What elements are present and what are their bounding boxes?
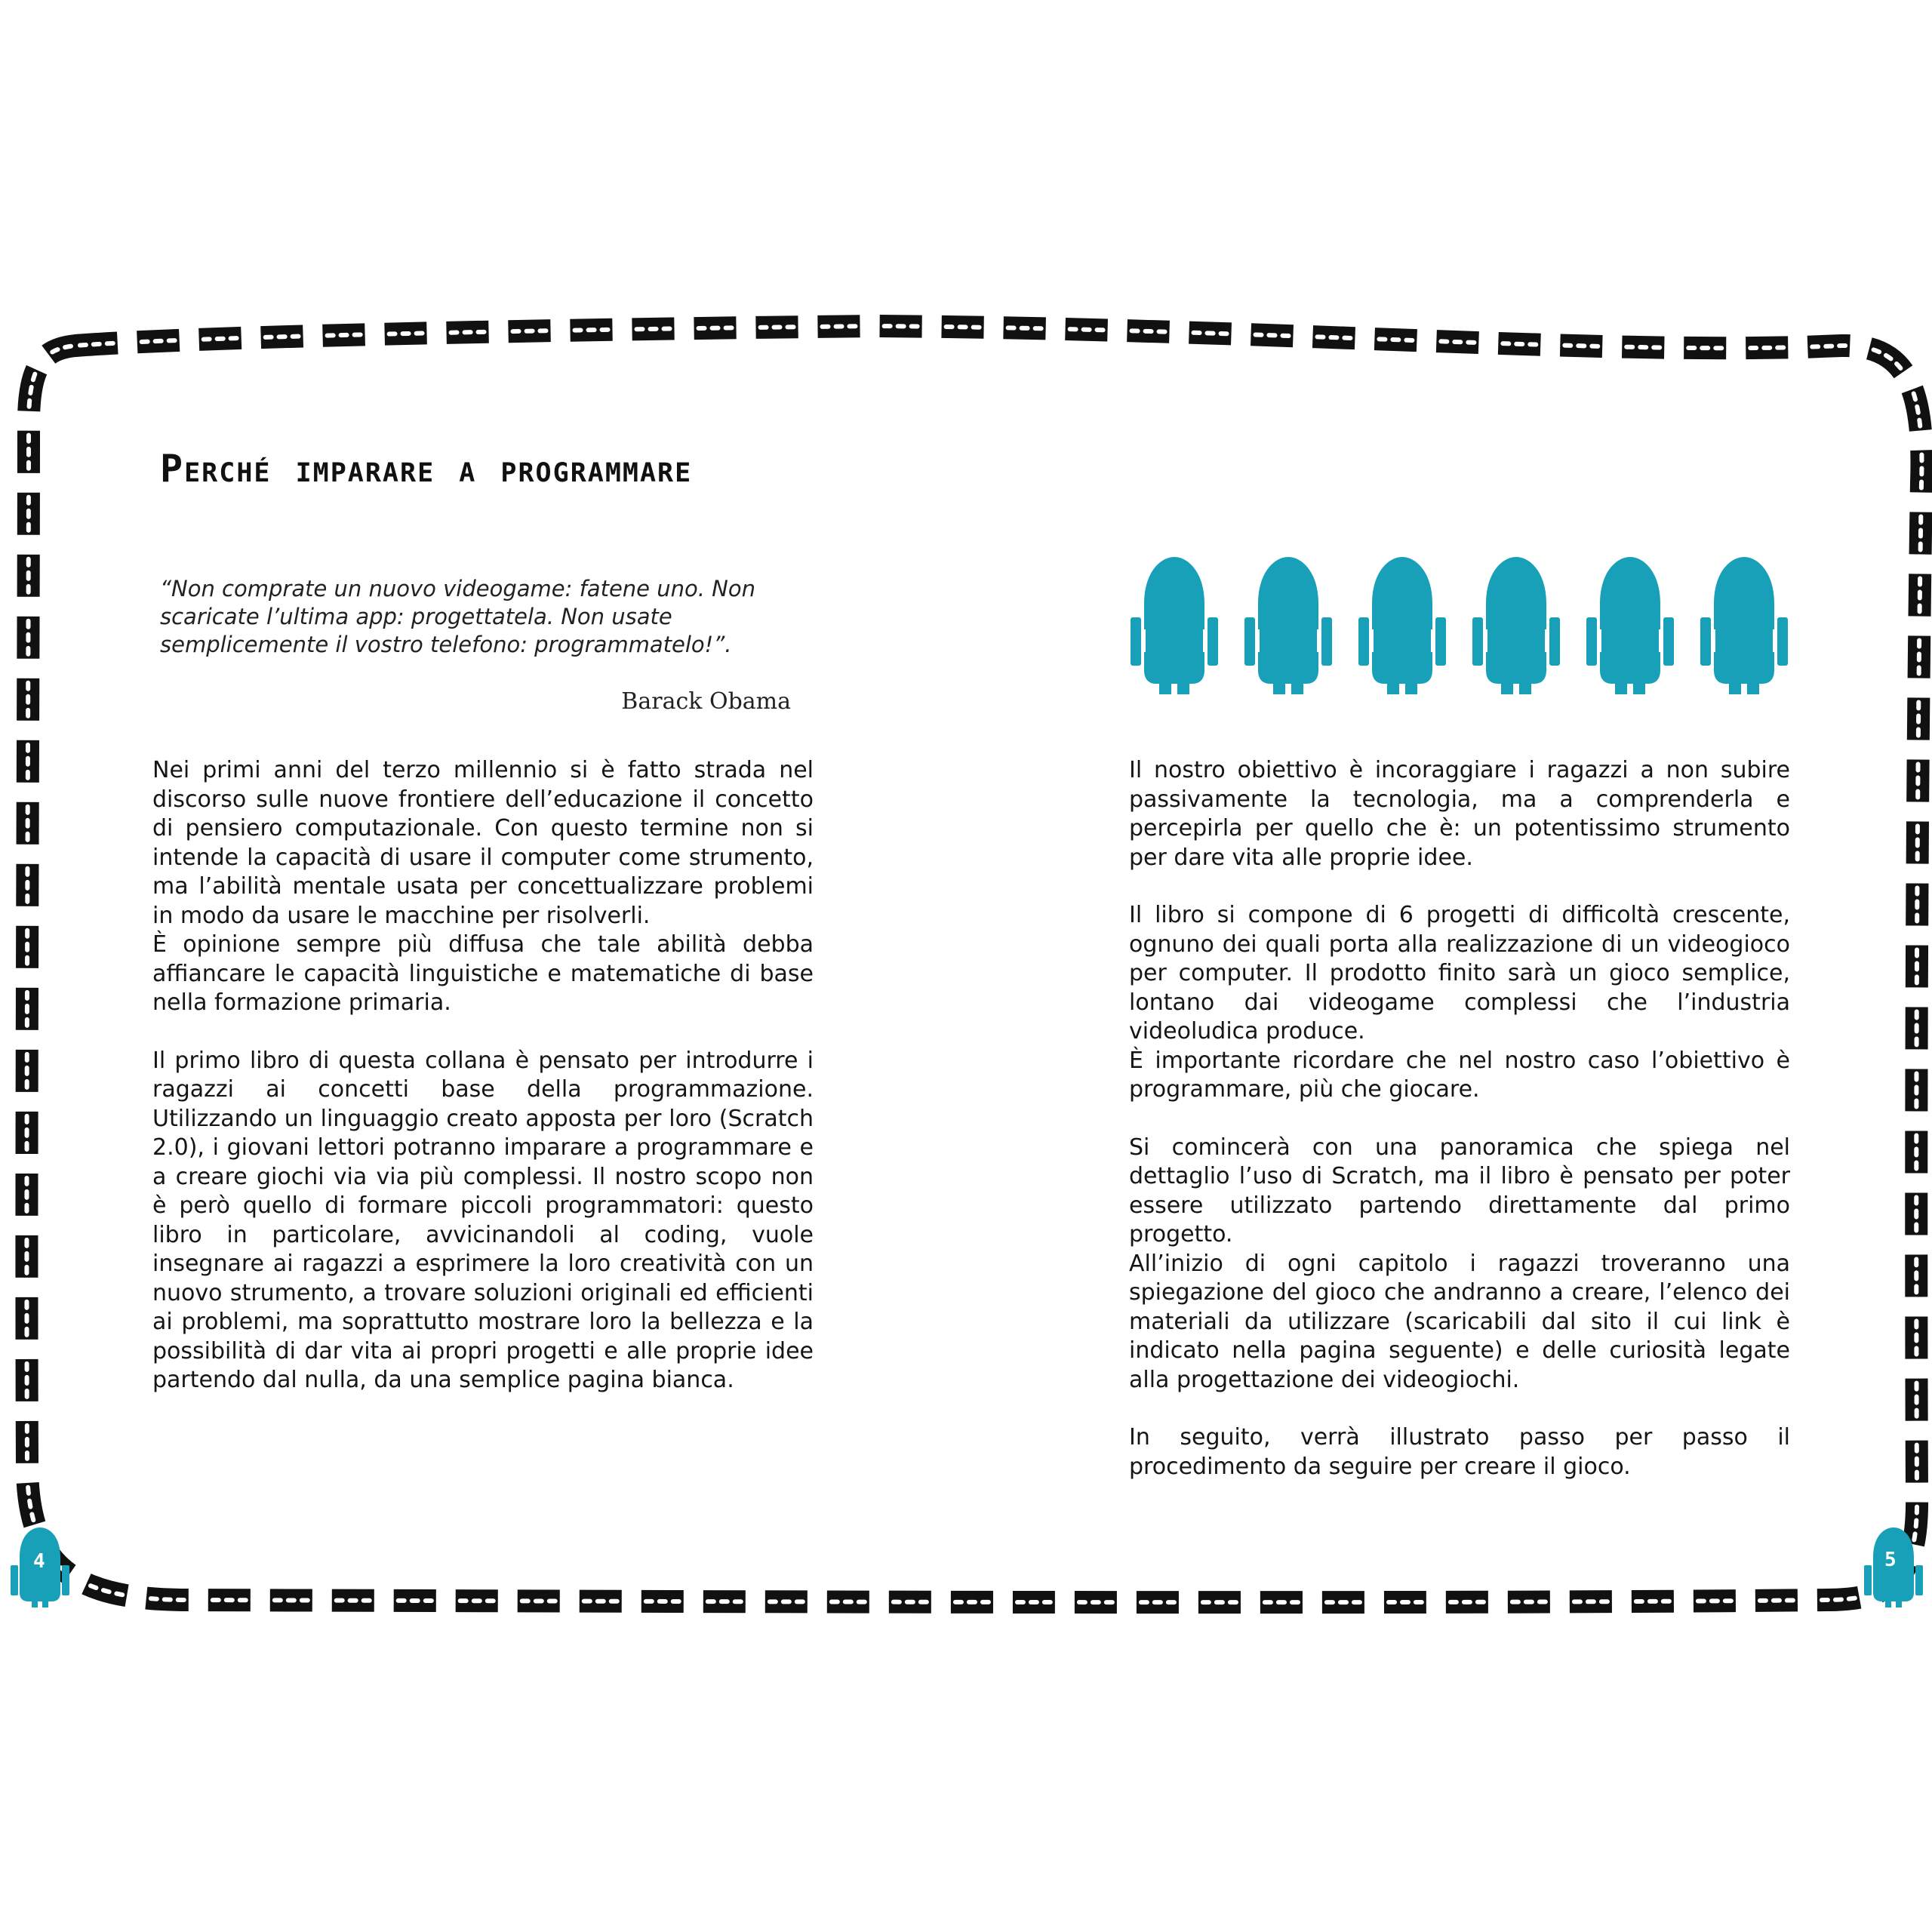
paragraph: Si comincerà con una panoramica che spiega nel dettaglio l’uso di Scratch, ma il libro è pensato per poter essere utilizzato partendo direttamente dal primo progetto. bbox=[1129, 1134, 1790, 1247]
quote-author: Barack Obama bbox=[621, 688, 791, 715]
robot-icon bbox=[1472, 557, 1560, 694]
paragraph: Il primo libro di questa collana è pensato per introdurre i ragazzi ai concetti base della programmazione. Utilizzando un linguaggio creato apposta per loro (Scratch 2.0), i giovani lettori potranno imparare a programmare e a creare giochi via via più complessi. Il nostro scopo non è però quello di formare piccoli programmatori: questo libro in particolare, avvicinandoli al coding, vuole insegnare ai ragazzi a esprimere la loro creatività con un nuovo strumento, a trovare soluzioni originali ed efficienti ai problemi, ma soprattutto mostrare loro la bellezza e la possibilità di dar vita ai propri progetti e alle proprie idee partendo dal nulla, da una semplice pagina bianca. bbox=[152, 1047, 814, 1393]
paragraph: Il libro si compone di 6 progetti di difficoltà crescente, ognuno dei quali porta alla realizzazione di un videogioco per computer. Il prodotto finito sarà un gioco semplice, lontano dai videogame complessi che l’industria videoludica produce. bbox=[1129, 902, 1790, 1044]
quote-text: “Non comprate un nuovo videogame: fatene uno. Non scaricate l’ultima app: progettatela. Non usate semplicemente il vostro telefono: programmatelo!”. bbox=[160, 576, 755, 657]
robot-icon bbox=[1586, 557, 1674, 694]
robot-icon bbox=[1244, 557, 1332, 694]
left-column bbox=[152, 756, 814, 1424]
page-title: Perché imparare a programmare bbox=[160, 447, 693, 491]
robots-row bbox=[1131, 557, 1795, 694]
robot-icon bbox=[1700, 557, 1788, 694]
paragraph: In seguito, verrà illustrato passo per passo il procedimento da seguire per creare il gioco. bbox=[1129, 1424, 1790, 1480]
paragraph: Nei primi anni del terzo millennio si è fatto strada nel discorso sulle nuove frontiere dell’educazione il concetto di pensiero computazionale. Con questo termine non si intende la capacità di usare il computer come strumento, ma l’abilità mentale usata per concettualizzare problemi in modo da usare le macchine per risolverli. bbox=[152, 757, 814, 929]
page-number-left: 4 bbox=[33, 1550, 45, 1573]
robot-icon bbox=[1358, 557, 1446, 694]
robot-icon bbox=[1131, 557, 1218, 694]
paragraph: Il nostro obiettivo è incoraggiare i ragazzi a non subire passivamente la tecnologia, ma a comprenderla e percepirla per quello che è: un potentissimo strumento per dare vita alle proprie idee. bbox=[1129, 757, 1790, 871]
paragraph: È importante ricordare che nel nostro caso l’obiettivo è programmare, più che giocare. bbox=[1129, 1047, 1790, 1103]
right-column bbox=[1129, 756, 1790, 1510]
page-number-right: 5 bbox=[1884, 1549, 1897, 1571]
paragraph: È opinione sempre più diffusa che tale abilità debba affiancare le capacità linguistiche e matematiche di base nella formazione primaria. bbox=[152, 931, 814, 1016]
paragraph: All’inizio di ogni capitolo i ragazzi troveranno una spiegazione del gioco che andranno a creare, l’elenco dei materiali da utilizzare (scaricabili dal sito il cui link è indicato nella pagina seguente) e delle curiosità legate alla progettazione dei videogiochi. bbox=[1129, 1250, 1790, 1393]
